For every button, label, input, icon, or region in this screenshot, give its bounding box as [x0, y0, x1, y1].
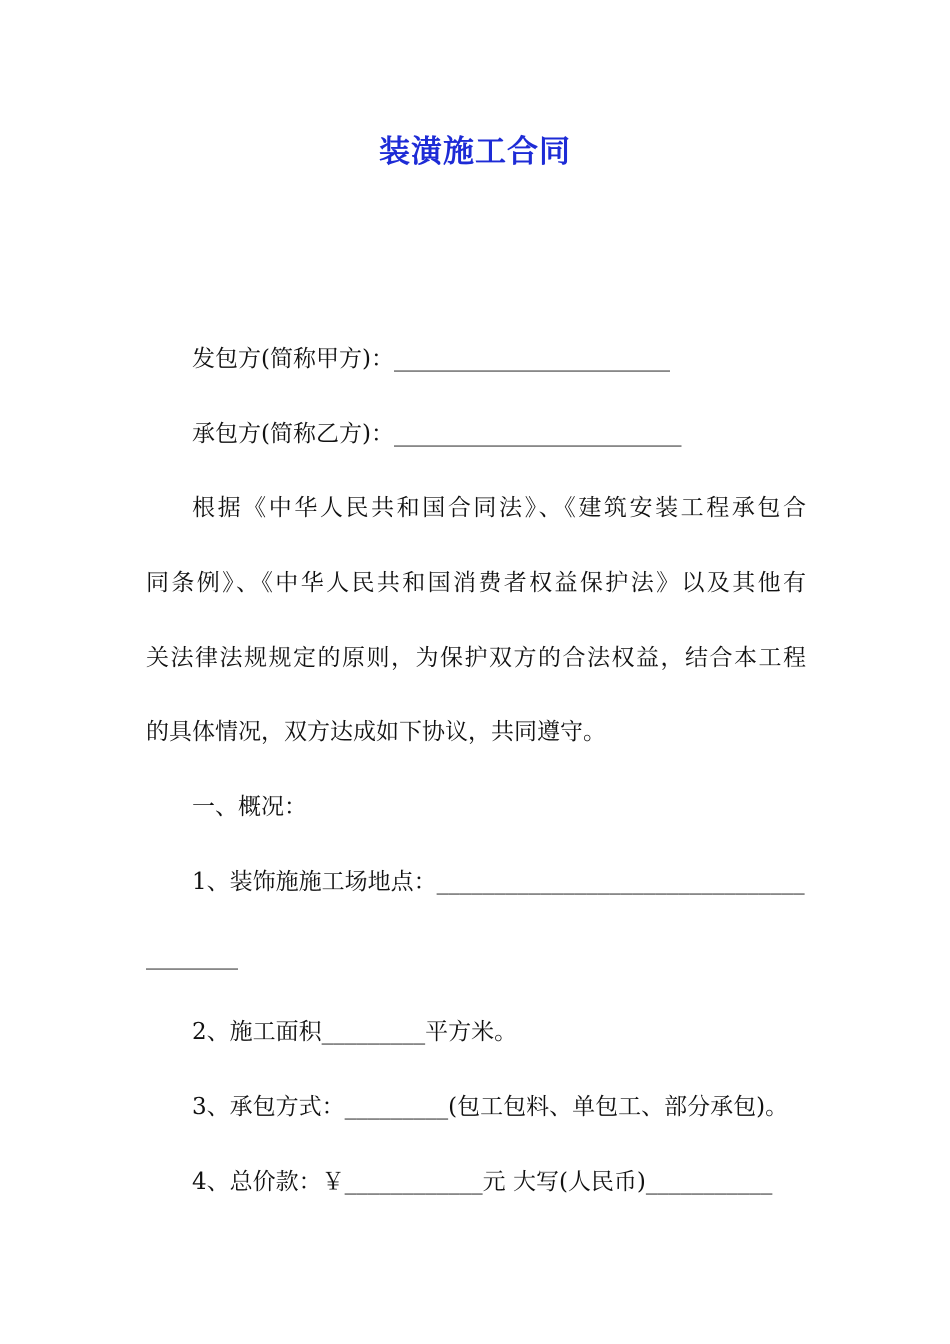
preamble-line-1: 根据《中华人民共和国合同法》、《建筑安装工程承包合	[192, 495, 806, 521]
item-2-line: 2、施工面积_________平方米。	[192, 1019, 518, 1045]
document-title: 装潢施工合同	[379, 134, 571, 170]
party-b-line: 承包方(简称乙方)：_________________________	[192, 421, 682, 447]
section-1-heading: 一、概况：	[192, 794, 307, 820]
preamble-line-4: 的具体情况，双方达成如下协议，共同遵守。	[146, 719, 606, 745]
item-4-line: 4、总价款：￥____________元 大写(人民币)___________	[192, 1169, 773, 1195]
preamble-line-3: 关法律法规规定的原则，为保护双方的合法权益，结合本工程	[146, 645, 806, 671]
preamble-line-2: 同条例》、《中华人民共和国消费者权益保护法》以及其他有	[146, 570, 806, 596]
item-1-line-2: ________	[146, 944, 238, 970]
item-1-line-1: 1、装饰施施工场地点：________________________________	[192, 869, 805, 895]
item-3-line: 3、承包方式：_________(包工包料、单包工、部分承包)。	[192, 1094, 789, 1120]
party-a-line: 发包方(简称甲方)：________________________	[192, 346, 670, 372]
